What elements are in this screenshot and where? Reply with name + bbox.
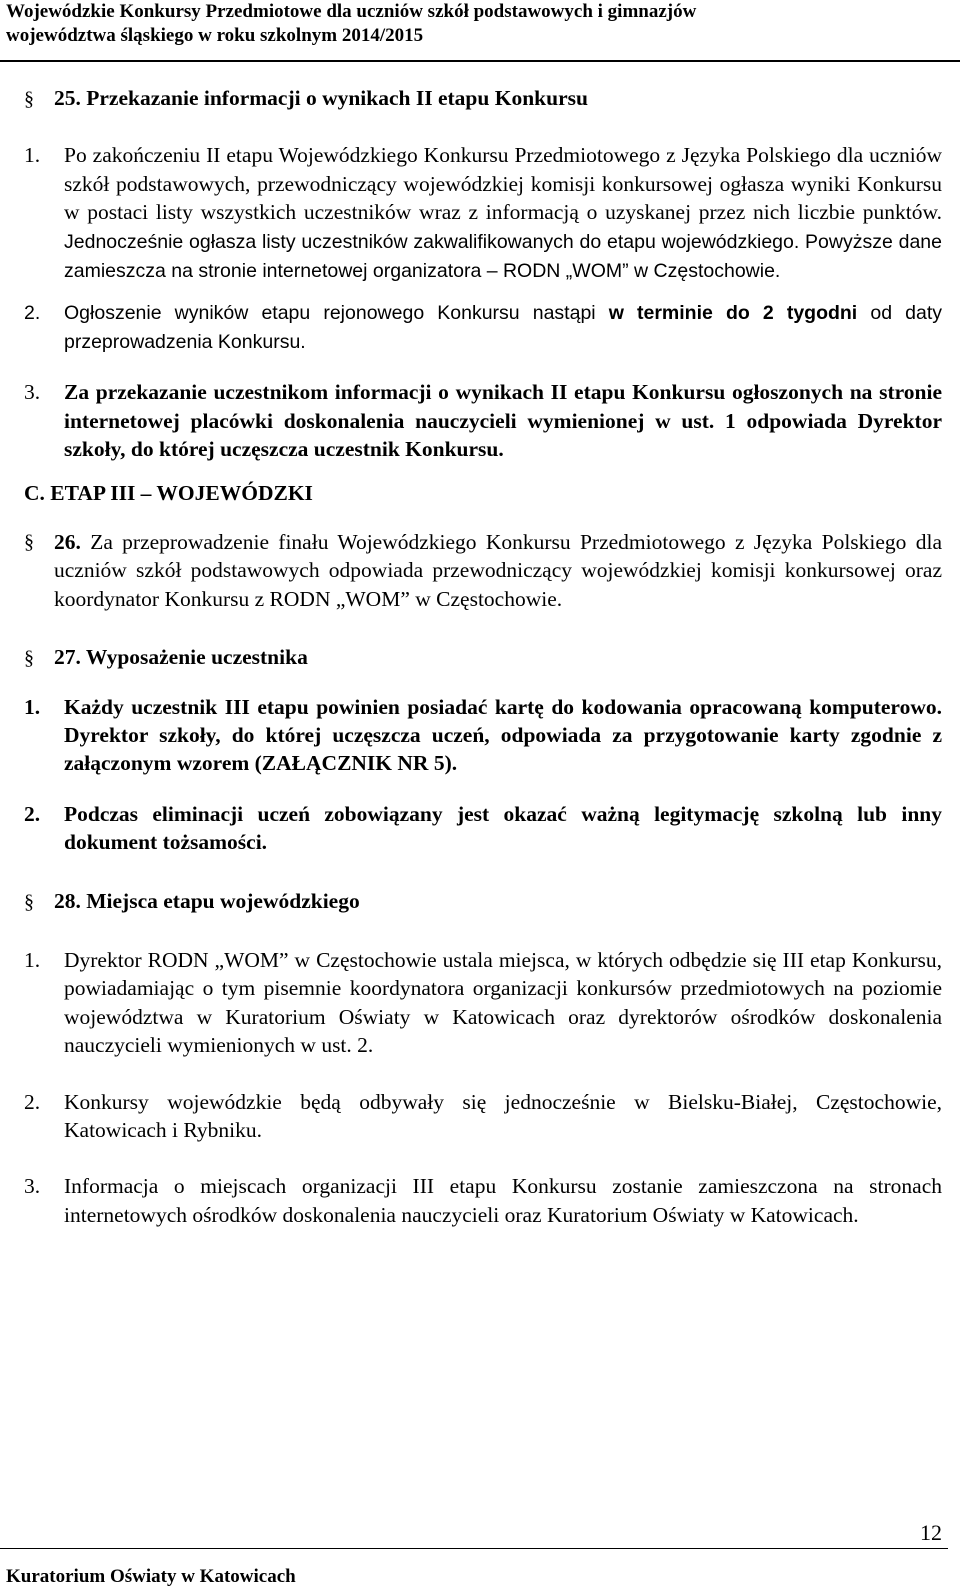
item-text bbox=[64, 299, 942, 356]
document-body bbox=[24, 84, 942, 1229]
section-28-item-1 bbox=[24, 946, 942, 1060]
item-text: Podczas eliminacji uczeń zobowiązany jest okazać ważną legitymację szkolną lub inny dokument tożsamości. bbox=[64, 801, 942, 855]
section-26-text bbox=[54, 528, 942, 613]
item-text: Za przekazanie uczestnikom informacji o wynikach II etapu Konkursu ogłoszonych na stronie internetowej placówki doskonalenia nauczycieli wymienionej w ust. 1 odpowiada Dyrektor szkoły, do której uczęszcza uczestnik Konkursu. bbox=[64, 380, 942, 462]
item-text-sans: Jednocześnie ogłasza listy uczestników zakwalifikowanych do etapu wojewódzkiego. Powyższe dane zamieszcza na stronie internetowej organizatora – RODN „WOM” w Częstochowie. bbox=[64, 230, 942, 283]
section-sign-icon: § bbox=[24, 890, 34, 913]
header-title-line1: Wojewódzkie Konkursy Przedmiotowe dla uczniów szkół podstawowych i gimnazjów bbox=[6, 1, 697, 22]
footer-divider bbox=[0, 1548, 948, 1549]
item-number: 2. bbox=[24, 302, 41, 325]
etap-3-heading: C. ETAP III – WOJEWÓDZKI bbox=[24, 481, 313, 506]
section-25-item-1 bbox=[24, 141, 942, 285]
item-number: 1. bbox=[24, 694, 41, 719]
section-27-heading bbox=[24, 643, 942, 672]
item-number: 2. bbox=[24, 801, 41, 826]
item-number: 1. bbox=[24, 947, 41, 972]
item-text-part-a: Ogłoszenie wyników etapu rejonowego Konkursu nastąpi bbox=[64, 302, 596, 325]
page-header bbox=[0, 0, 960, 48]
item-text-deadline: w terminie do 2 tygodni bbox=[608, 302, 858, 325]
section-27-item-2 bbox=[24, 800, 942, 857]
section-25-title: 25. Przekazanie informacji o wynikach II etapu Konkursu bbox=[54, 86, 588, 110]
footer-publisher: Kuratorium Oświaty w Katowicach bbox=[6, 1566, 296, 1587]
section-28-item-2 bbox=[24, 1088, 942, 1145]
item-number: 2. bbox=[24, 1089, 41, 1114]
section-sign-icon: § bbox=[24, 647, 34, 670]
item-number: 3. bbox=[24, 380, 41, 405]
item-number: 3. bbox=[24, 1174, 41, 1199]
section-27-title: 27. Wyposażenie uczestnika bbox=[54, 645, 308, 670]
page-number: 12 bbox=[920, 1520, 942, 1545]
section-28-title: 28. Miejsca etapu wojewódzkiego bbox=[54, 888, 360, 913]
section-27-item-1 bbox=[24, 693, 942, 778]
section-26-body: Za przeprowadzenie finału Wojewódzkiego Konkursu Przedmiotowego z Języka Polskiego dla uczniów szkół podstawowych odpowiada przewodniczący wojewódzkiej komisji konkursowej oraz koordynator Konkursu z RODN „WOM” w Częstochowie. bbox=[54, 529, 942, 611]
header-divider bbox=[0, 60, 960, 62]
item-text-part-c: od daty przeprowadzenia Konkursu. bbox=[64, 302, 942, 353]
item-text-serif: Po zakończeniu II etapu Wojewódzkiego Konkursu Przedmiotowego z Języka Polskiego dla uczniów szkół podstawowych, przewodniczący wojewódzkiej komisji konkursowej ogłasza wyniki Konkursu w postaci listy wszystkich uczestników wraz z informacją o uzyskanej przez nich liczbie punktów. bbox=[64, 143, 942, 225]
item-text: Informacja o miejscach organizacji III etapu Konkursu zostanie zamieszczona na stronach internetowych ośrodków doskonalenia nauczycieli oraz Kuratorium Oświaty w Katowicach. bbox=[64, 1174, 942, 1227]
item-text: Każdy uczestnik III etapu powinien posiadać kartę do kodowania opracowaną komputerowo. Dyrektor szkoły, do której uczęszcza uczeń, odpowiada za przygotowanie karty zgodnie z załączonym wzorem (ZAŁĄCZNIK NR 5). bbox=[64, 694, 942, 776]
section-28-heading bbox=[24, 887, 942, 916]
item-number: 1. bbox=[24, 143, 41, 168]
section-26 bbox=[24, 528, 942, 613]
section-25-item-3 bbox=[24, 378, 942, 463]
item-text: Konkursy wojewódzkie będą odbywały się jednocześnie w Bielsku-Białej, Częstochowie, Katowicach i Rybniku. bbox=[64, 1089, 942, 1142]
item-text: Dyrektor RODN „WOM” w Częstochowie ustala miejsca, w których odbędzie się III etap Konkursu, powiadamiając o tym pisemnie koordynatora organizacji konkursów przedmiotowych na poziomie województwa w Kuratorium Oświaty w Katowicach oraz dyrektorów ośrodków doskonalenia nauczycieli wymienionych w ust. 2. bbox=[64, 947, 942, 1058]
section-25-heading bbox=[24, 84, 942, 113]
section-28-item-3 bbox=[24, 1172, 942, 1229]
item-text bbox=[64, 141, 942, 285]
section-26-number: 26. bbox=[54, 529, 81, 554]
section-sign-icon: § bbox=[24, 88, 34, 110]
section-sign-icon: § bbox=[24, 530, 34, 553]
header-title-line2: województwa śląskiego w roku szkolnym 2014/2015 bbox=[6, 25, 424, 46]
section-25-item-2 bbox=[24, 299, 942, 356]
